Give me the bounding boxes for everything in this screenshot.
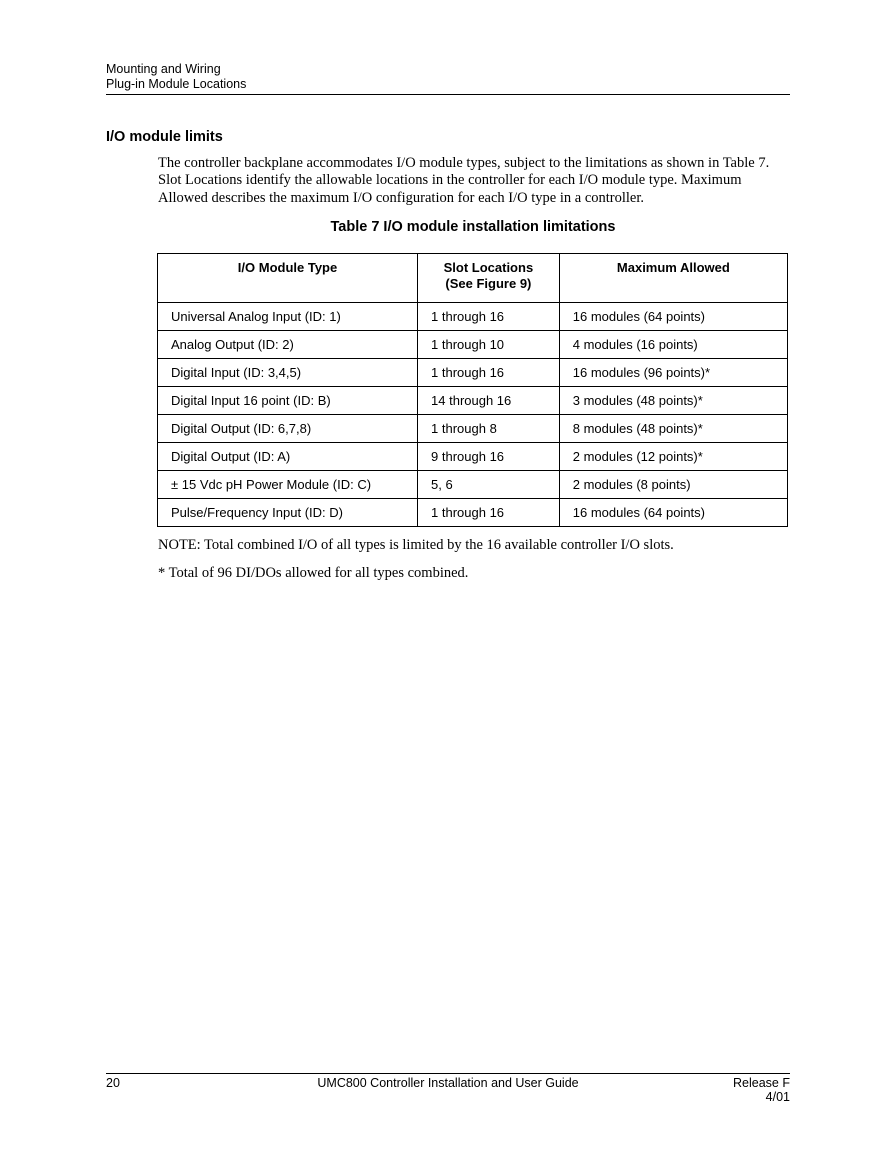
header-module-type: I/O Module Type bbox=[158, 254, 418, 303]
header-chapter: Mounting and Wiring bbox=[106, 62, 221, 76]
release-date: 4/01 bbox=[765, 1090, 790, 1104]
cell-maximum-allowed: 3 modules (48 points)* bbox=[559, 387, 787, 415]
header-slot-locations-line2: (See Figure 9) bbox=[445, 276, 532, 291]
table-row bbox=[158, 471, 788, 499]
table-caption: Table 7 I/O module installation limitations bbox=[330, 219, 616, 235]
release-info bbox=[733, 1076, 790, 1104]
cell-maximum-allowed: 16 modules (64 points) bbox=[559, 303, 787, 331]
footer-rule bbox=[106, 1073, 790, 1074]
page-number: 20 bbox=[106, 1076, 120, 1090]
release-label: Release F bbox=[733, 1076, 790, 1090]
cell-maximum-allowed: 16 modules (96 points)* bbox=[559, 359, 787, 387]
cell-module-type: ± 15 Vdc pH Power Module (ID: C) bbox=[158, 471, 418, 499]
cell-module-type: Digital Output (ID: 6,7,8) bbox=[158, 415, 418, 443]
cell-module-type: Universal Analog Input (ID: 1) bbox=[158, 303, 418, 331]
header-section: Plug-in Module Locations bbox=[106, 77, 247, 91]
cell-slot-locations: 1 through 16 bbox=[418, 303, 560, 331]
table-row bbox=[158, 331, 788, 359]
table-row bbox=[158, 387, 788, 415]
cell-module-type: Analog Output (ID: 2) bbox=[158, 331, 418, 359]
cell-maximum-allowed: 2 modules (12 points)* bbox=[559, 443, 787, 471]
note-total-io: NOTE: Total combined I/O of all types is limited by the 16 available controller I/O slots. bbox=[158, 537, 674, 553]
cell-maximum-allowed: 4 modules (16 points) bbox=[559, 331, 787, 359]
io-limits-table bbox=[157, 253, 788, 527]
section-heading: I/O module limits bbox=[106, 129, 223, 145]
running-header bbox=[106, 62, 790, 95]
table-row bbox=[158, 303, 788, 331]
cell-slot-locations: 9 through 16 bbox=[418, 443, 560, 471]
cell-maximum-allowed: 2 modules (8 points) bbox=[559, 471, 787, 499]
cell-maximum-allowed: 8 modules (48 points)* bbox=[559, 415, 787, 443]
intro-paragraph: The controller backplane accommodates I/O module types, subject to the limitations as shown in Table 7. Slot Locations identify the allowable locations in the controller for each I/O module type. Maximum Allowed describes the maximum I/O configuration for each I/O type in a controller. bbox=[158, 155, 770, 206]
cell-slot-locations: 14 through 16 bbox=[418, 387, 560, 415]
cell-slot-locations: 1 through 16 bbox=[418, 359, 560, 387]
header-slot-locations-line1: Slot Locations bbox=[443, 260, 534, 275]
header-maximum-allowed: Maximum Allowed bbox=[559, 254, 787, 303]
table-row bbox=[158, 359, 788, 387]
header-slot-locations bbox=[418, 254, 560, 303]
table-row bbox=[158, 443, 788, 471]
cell-module-type: Digital Input 16 point (ID: B) bbox=[158, 387, 418, 415]
cell-module-type: Digital Output (ID: A) bbox=[158, 443, 418, 471]
cell-slot-locations: 1 through 8 bbox=[418, 415, 560, 443]
cell-slot-locations: 1 through 10 bbox=[418, 331, 560, 359]
cell-slot-locations: 1 through 16 bbox=[418, 499, 560, 527]
table-header-row bbox=[158, 254, 788, 303]
cell-module-type: Pulse/Frequency Input (ID: D) bbox=[158, 499, 418, 527]
cell-maximum-allowed: 16 modules (64 points) bbox=[559, 499, 787, 527]
cell-slot-locations: 5, 6 bbox=[418, 471, 560, 499]
document-title: UMC800 Controller Installation and User Guide bbox=[317, 1076, 579, 1090]
table-row bbox=[158, 415, 788, 443]
table-row bbox=[158, 499, 788, 527]
cell-module-type: Digital Input (ID: 3,4,5) bbox=[158, 359, 418, 387]
note-di-do-limit: * Total of 96 DI/DOs allowed for all types combined. bbox=[158, 565, 469, 581]
table-body bbox=[158, 303, 788, 527]
